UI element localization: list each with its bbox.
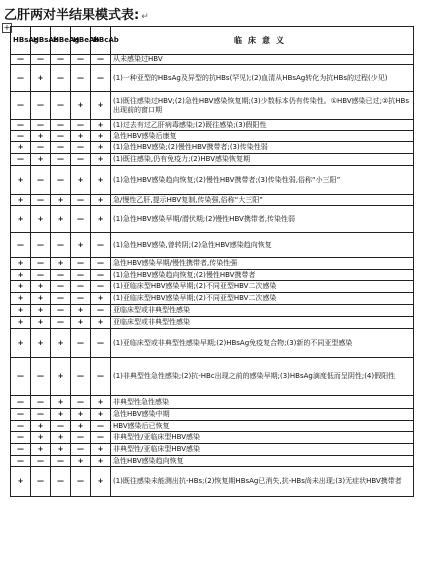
marker-hbcab-cell: + (91, 142, 111, 154)
table-row (11, 409, 414, 421)
marker-hbsab-cell: + (31, 206, 51, 233)
clinical-meaning-cell: 从未感染过HBV (111, 55, 414, 65)
clinical-meaning-cell: 非典型性/亚临床型HBV感染 (111, 432, 414, 444)
marker-hbeag-cell: — (51, 456, 71, 467)
marker-hbsab-cell: + (31, 421, 51, 432)
marker-hbeag-cell: + (51, 329, 71, 358)
clinical-meaning-cell: 亚临床型或非典型性感染 (111, 305, 414, 317)
marker-hbsab-cell: — (31, 456, 51, 467)
clinical-meaning-cell: 急/慢性乙肝,提示HBV复制,传染强,俗称“大三阳” (111, 195, 414, 206)
clinical-meaning-cell: 非典型性急性感染 (111, 396, 414, 409)
marker-hbeab-cell: + (71, 421, 91, 432)
marker-hbsab-cell: — (31, 55, 51, 65)
marker-hbsag-cell: — (11, 92, 31, 120)
table-row (11, 421, 414, 432)
marker-hbsab-cell: + (31, 317, 51, 329)
marker-hbcab-cell: + (91, 206, 111, 233)
marker-hbeag-cell: + (51, 432, 71, 444)
clinical-meaning-cell: (1)既往感染,仍有免疫力;(2)HBV感染恢复期 (111, 154, 414, 166)
marker-hbeag-cell: — (51, 65, 71, 92)
marker-hbsab-cell: — (31, 195, 51, 206)
marker-hbeab-cell: + (71, 456, 91, 467)
marker-hbsab-cell: + (31, 281, 51, 293)
marker-hbsag-cell: + (11, 166, 31, 195)
marker-hbeag-cell: — (51, 166, 71, 195)
header-hbcab: HBcAb (91, 27, 111, 55)
marker-hbsab-cell: + (31, 65, 51, 92)
marker-hbcab-cell: — (91, 258, 111, 270)
marker-hbcab-cell: + (91, 154, 111, 166)
marker-hbsag-cell: — (11, 55, 31, 65)
marker-hbsag-cell: — (11, 444, 31, 456)
table-move-handle[interactable]: + (3, 23, 11, 32)
marker-hbsab-cell: + (31, 432, 51, 444)
table-row (11, 166, 414, 195)
marker-hbsab-cell: + (31, 444, 51, 456)
marker-hbeag-cell: — (51, 281, 71, 293)
marker-hbeab-cell: + (71, 409, 91, 421)
marker-hbeag-cell: — (51, 293, 71, 305)
clinical-meaning-cell: (1)亚临床型或非典型性感染早期;(2)HBsAg免疫复合物;(3)新的不同亚型感染 (111, 329, 414, 358)
marker-hbeab-cell: — (71, 293, 91, 305)
marker-hbcab-cell: — (91, 329, 111, 358)
marker-hbcab-cell: — (91, 305, 111, 317)
marker-hbeag-cell: — (51, 92, 71, 120)
marker-hbsag-cell: — (11, 65, 31, 92)
clinical-meaning-cell: 急性HBV感染早期/慢性携带者,传染性强 (111, 258, 414, 270)
table-header-row (11, 27, 414, 55)
header-hbeab: HBeAb (71, 27, 91, 55)
marker-hbsab-cell: — (31, 92, 51, 120)
marker-hbsag-cell: + (11, 195, 31, 206)
marker-hbsag-cell: + (11, 467, 31, 497)
clinical-meaning-cell: (1)既往感染未能测出抗-HBs;(2)恢复期HBsAg已消失,抗-HBs尚未出现;(3)无症状HBV携带者 (111, 467, 414, 497)
marker-hbsag-cell: + (11, 270, 31, 281)
marker-hbsag-cell: — (11, 396, 31, 409)
clinical-meaning-cell: (1)急性HBV感染;(2)慢性HBV携带者;(3)传染性弱 (111, 142, 414, 154)
marker-hbeab-cell: — (71, 467, 91, 497)
clinical-meaning-cell: 急性HBV感染趋向恢复 (111, 456, 414, 467)
marker-hbcab-cell: — (91, 421, 111, 432)
marker-hbcab-cell: + (91, 293, 111, 305)
paragraph-mark: ↵ (141, 12, 149, 22)
marker-hbcab-cell: + (91, 131, 111, 142)
marker-hbcab-cell: + (91, 195, 111, 206)
marker-hbeag-cell: — (51, 305, 71, 317)
clinical-meaning-cell: 急性HBV感染后康复 (111, 131, 414, 142)
table-row (11, 120, 414, 131)
marker-hbeag-cell: — (51, 120, 71, 131)
table-row (11, 281, 414, 293)
marker-hbcab-cell: + (91, 396, 111, 409)
table-row (11, 444, 414, 456)
marker-hbcab-cell: + (91, 92, 111, 120)
marker-hbsab-cell: + (31, 131, 51, 142)
marker-hbsag-cell: + (11, 258, 31, 270)
marker-hbsab-cell: + (31, 154, 51, 166)
clinical-meaning-cell: (1)急性HBV感染趋向恢复;(2)慢性HBV携带者 (111, 270, 414, 281)
marker-hbeab-cell: — (71, 206, 91, 233)
marker-hbsab-cell: + (31, 329, 51, 358)
table-row (11, 270, 414, 281)
table-row (11, 131, 414, 142)
table-row (11, 358, 414, 396)
table-row (11, 65, 414, 92)
marker-hbsab-cell: — (31, 358, 51, 396)
marker-hbsag-cell: + (11, 293, 31, 305)
marker-hbsab-cell: — (31, 258, 51, 270)
table-row (11, 55, 414, 65)
clinical-meaning-cell: 急性HBV感染中期 (111, 409, 414, 421)
marker-hbeab-cell: + (71, 131, 91, 142)
marker-hbeab-cell: — (71, 396, 91, 409)
clinical-meaning-cell: (1)既往感染过HBV;(2)急性HBV感染恢复期;(3)少数标本仍有传染性。①HBV感染已过;②抗HBs出现前的窗口期 (111, 92, 414, 120)
marker-hbsab-cell: — (31, 270, 51, 281)
marker-hbcab-cell: + (91, 166, 111, 195)
clinical-meaning-cell: (1)过去有过乙肝病毒感染;(2)既往感染;(3)假阳性 (111, 120, 414, 131)
marker-hbeab-cell: — (71, 358, 91, 396)
marker-hbeab-cell: — (71, 444, 91, 456)
marker-hbsab-cell: — (31, 467, 51, 497)
marker-hbeag-cell: — (51, 270, 71, 281)
marker-hbsab-cell: + (31, 305, 51, 317)
marker-hbsag-cell: + (11, 317, 31, 329)
table-row (11, 142, 414, 154)
marker-hbeag-cell: + (51, 258, 71, 270)
marker-hbsag-cell: — (11, 421, 31, 432)
marker-hbsag-cell: — (11, 432, 31, 444)
marker-hbeag-cell: — (51, 467, 71, 497)
marker-hbsab-cell: — (31, 396, 51, 409)
clinical-meaning-cell: (1)亚临床型HBV感染早期;(2)不同亚型HBV二次感染 (111, 293, 414, 305)
marker-hbsag-cell: + (11, 142, 31, 154)
marker-hbeag-cell: — (51, 317, 71, 329)
marker-hbeag-cell: + (51, 358, 71, 396)
marker-hbeag-cell: + (51, 444, 71, 456)
marker-hbsag-cell: + (11, 206, 31, 233)
table-row (11, 233, 414, 258)
marker-hbsab-cell: — (31, 233, 51, 258)
table-row (11, 195, 414, 206)
marker-hbeag-cell: + (51, 206, 71, 233)
marker-hbeab-cell: + (71, 233, 91, 258)
table-row (11, 329, 414, 358)
clinical-meaning-cell: (1)急性HBV感染早期/潜伏期;(2)慢性HBV携带者,传染性弱 (111, 206, 414, 233)
marker-hbeab-cell: + (71, 166, 91, 195)
marker-hbeab-cell: — (71, 142, 91, 154)
marker-hbcab-cell: + (91, 444, 111, 456)
header-hbsag: HBsAg (11, 27, 31, 55)
marker-hbsag-cell: + (11, 281, 31, 293)
marker-hbeab-cell: — (71, 281, 91, 293)
marker-hbeag-cell: — (51, 142, 71, 154)
table-row (11, 432, 414, 444)
header-hbeag: HBeAg (51, 27, 71, 55)
marker-hbeag-cell: — (51, 55, 71, 65)
marker-hbsab-cell: — (31, 142, 51, 154)
clinical-meaning-cell: 非典型性/亚临床型HBV感染 (111, 444, 414, 456)
marker-hbsag-cell: — (11, 131, 31, 142)
marker-hbsag-cell: — (11, 233, 31, 258)
table-row (11, 396, 414, 409)
marker-hbeag-cell: + (51, 409, 71, 421)
clinical-meaning-cell: (1)非典型性急性感染;(2)抗-HBc出现之前的感染早期;(3)HBsAg滴度低而呈阴性;(4)假阳性 (111, 358, 414, 396)
marker-hbcab-cell: — (91, 270, 111, 281)
marker-hbcab-cell: + (91, 409, 111, 421)
marker-hbeab-cell: + (71, 92, 91, 120)
table-row (11, 258, 414, 270)
marker-hbcab-cell: — (91, 358, 111, 396)
marker-hbeab-cell: + (71, 317, 91, 329)
hbv-pattern-table (10, 26, 414, 497)
table-row (11, 317, 414, 329)
clinical-meaning-cell: (1)一种亚型的HBsAg及异型的抗HBs(罕见);(2)血清从HBsAg转化为抗HBs的过程(少见) (111, 65, 414, 92)
marker-hbcab-cell: — (91, 281, 111, 293)
marker-hbcab-cell: + (91, 317, 111, 329)
marker-hbsag-cell: — (11, 358, 31, 396)
marker-hbeag-cell: — (51, 154, 71, 166)
marker-hbsab-cell: — (31, 166, 51, 195)
table-row (11, 467, 414, 497)
header-clinical-meaning: 临床意义 (111, 27, 414, 55)
marker-hbsag-cell: — (11, 456, 31, 467)
marker-hbeab-cell: — (71, 120, 91, 131)
marker-hbsag-cell: + (11, 305, 31, 317)
table-row (11, 305, 414, 317)
marker-hbsab-cell: — (31, 409, 51, 421)
table-row (11, 293, 414, 305)
page-title (4, 4, 149, 23)
clinical-meaning-cell: HBV感染后已恢复 (111, 421, 414, 432)
marker-hbeab-cell: — (71, 432, 91, 444)
header-hbsab: HBsAb (31, 27, 51, 55)
table-row (11, 456, 414, 467)
marker-hbeag-cell: + (51, 396, 71, 409)
marker-hbcab-cell: — (91, 55, 111, 65)
marker-hbeag-cell: — (51, 421, 71, 432)
marker-hbcab-cell: + (91, 467, 111, 497)
marker-hbcab-cell: — (91, 65, 111, 92)
marker-hbsag-cell: — (11, 154, 31, 166)
marker-hbeag-cell: + (51, 195, 71, 206)
title-text: 乙肝两对半结果模式表: (4, 8, 140, 23)
table-row (11, 154, 414, 166)
marker-hbeab-cell: — (71, 154, 91, 166)
table-row (11, 92, 414, 120)
clinical-meaning-cell: (1)急性HBV感染趋向恢复;(2)慢性HBV携带者;(3)传染性弱,俗称“小三阳” (111, 166, 414, 195)
marker-hbeab-cell: — (71, 329, 91, 358)
clinical-meaning-cell: (1)亚临床型HBV感染早期;(2)不同亚型HBV二次感染 (111, 281, 414, 293)
marker-hbeab-cell: — (71, 270, 91, 281)
marker-hbcab-cell: — (91, 233, 111, 258)
marker-hbeag-cell: — (51, 131, 71, 142)
marker-hbsab-cell: — (31, 120, 51, 131)
marker-hbsag-cell: — (11, 409, 31, 421)
clinical-meaning-cell: 亚临床型或非典型性感染 (111, 317, 414, 329)
marker-hbcab-cell: — (91, 432, 111, 444)
marker-hbsab-cell: + (31, 293, 51, 305)
marker-hbeab-cell: — (71, 55, 91, 65)
marker-hbsag-cell: — (11, 120, 31, 131)
marker-hbeab-cell: + (71, 305, 91, 317)
marker-hbeab-cell: — (71, 65, 91, 92)
marker-hbcab-cell: + (91, 456, 111, 467)
clinical-meaning-cell: (1)急性HBV感染,曾转阴;(2)急性HBV感染趋向恢复 (111, 233, 414, 258)
table-row (11, 206, 414, 233)
marker-hbeag-cell: — (51, 233, 71, 258)
marker-hbeab-cell: — (71, 258, 91, 270)
marker-hbsag-cell: + (11, 329, 31, 358)
marker-hbcab-cell: + (91, 120, 111, 131)
marker-hbeab-cell: — (71, 195, 91, 206)
